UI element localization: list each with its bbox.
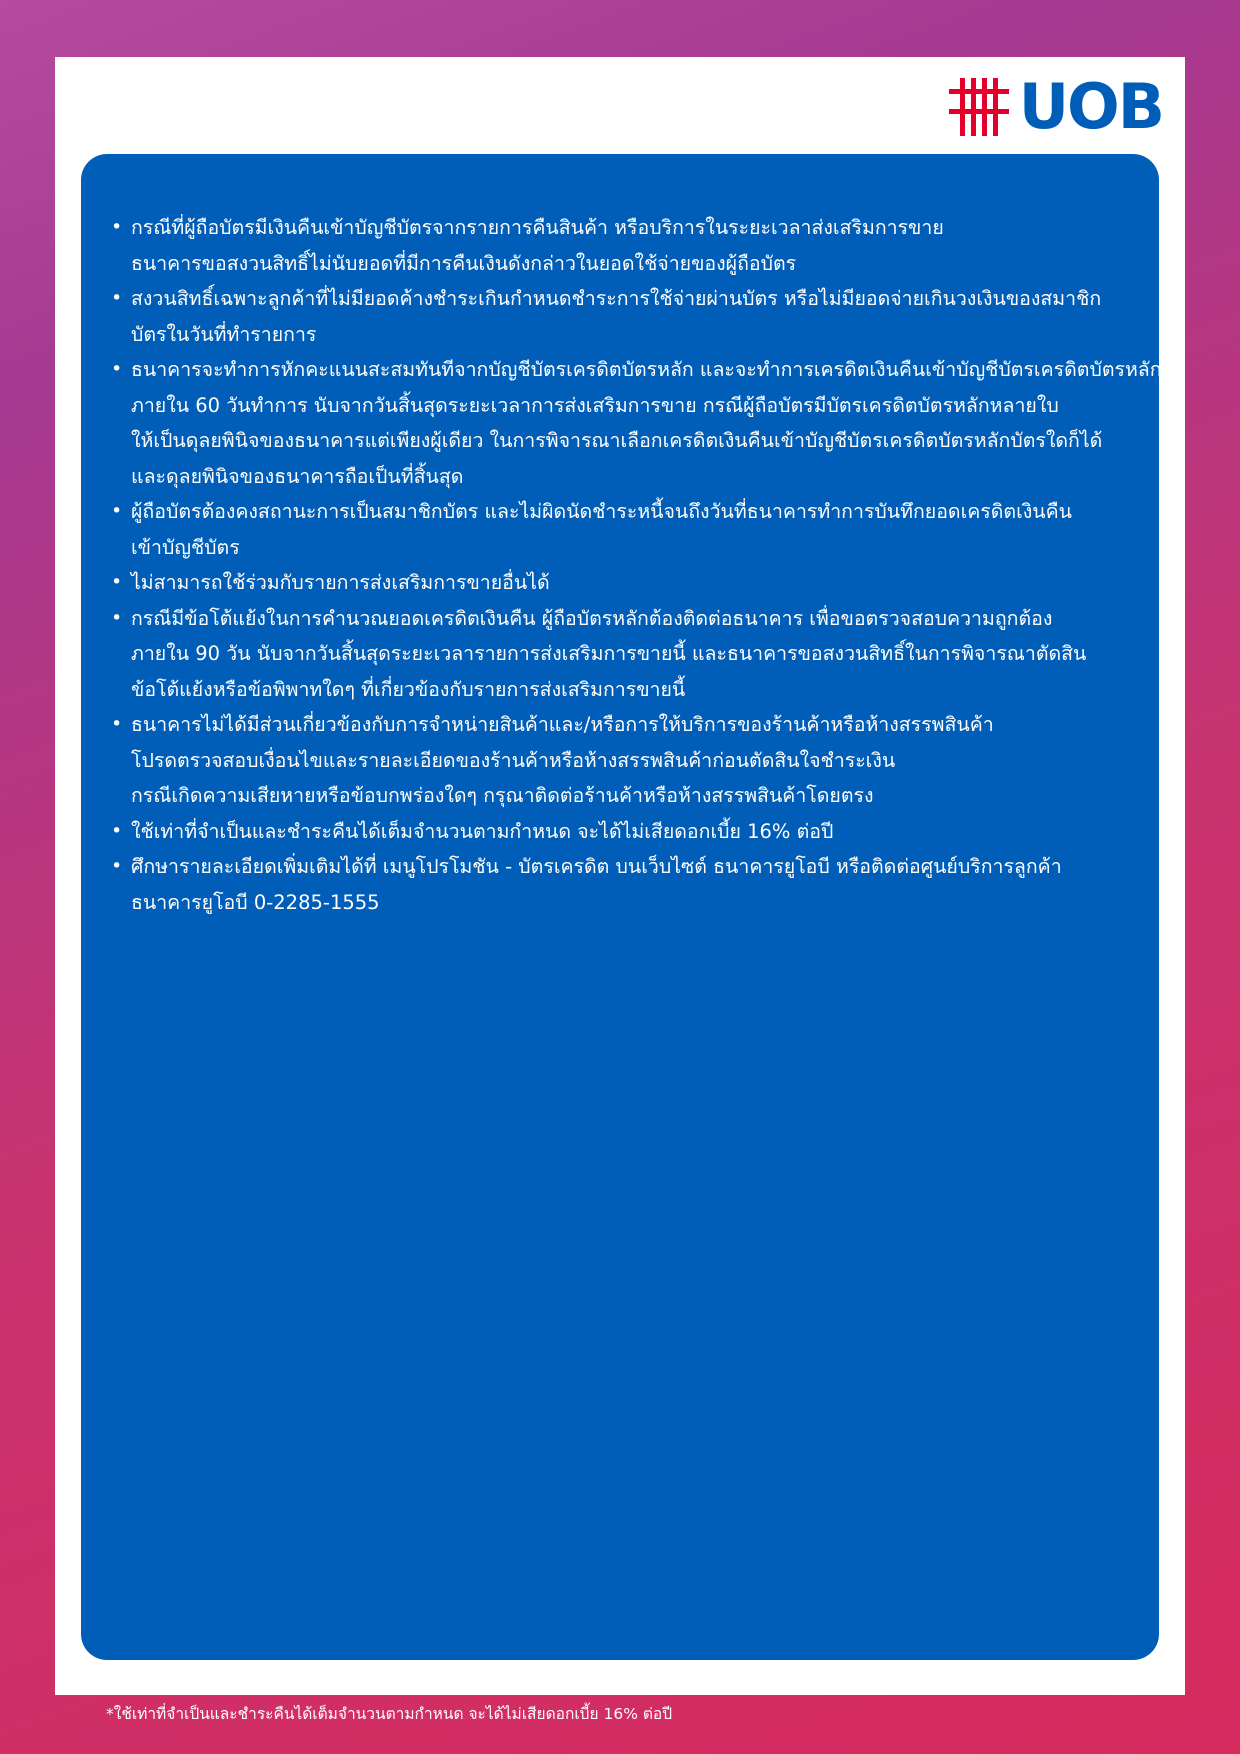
terms-panel bbox=[81, 154, 1162, 1660]
terms-line: ข้อโต้แย้งหรือข้อพิพาทใดๆ ที่เกี่ยวข้องกับรายการส่งเสริมการขายนี้ bbox=[131, 677, 686, 701]
page-frame bbox=[55, 57, 1185, 1695]
terms-line: ภายใน 90 วัน นับจากวันสิ้นสุดระยะเวลารายการส่งเสริมการขายนี้ และธนาคารขอสงวนสิทธิ์ในการพิจารณาตัดสิน bbox=[131, 642, 1087, 665]
bullet-icon: • bbox=[111, 819, 123, 842]
terms-line: กรณีมีข้อโต้แย้งในการคำนวณยอดเครดิตเงินคืน ผู้ถือบัตรหลักต้องติดต่อธนาคาร เพื่อขอตรวจสอบความถูกต้อง bbox=[131, 606, 1053, 630]
terms-item bbox=[111, 210, 1145, 281]
footnote: *ใช้เท่าที่จำเป็นและชำระคืนได้เต็มจำนวนตามกำหนด จะได้ไม่เสียดอกเบี้ย 16% ต่อปี bbox=[106, 1705, 673, 1723]
terms-item bbox=[111, 707, 1145, 814]
terms-line: บัตรในวันที่ทำรายการ bbox=[131, 322, 317, 346]
bullet-icon: • bbox=[111, 216, 123, 238]
terms-item bbox=[111, 849, 1145, 920]
uob-logo bbox=[949, 70, 1163, 143]
terms-line: ธนาคารยูโอบี 0-2285-1555 bbox=[131, 890, 380, 914]
terms-item bbox=[111, 494, 1145, 565]
terms-line: ธนาคารจะทำการหักคะแนนสะสมทันทีจากบัญชีบัตรเครดิตบัตรหลัก และจะทำการเครดิตเงินคืนเข้าบัญชีบัตรเครดิตบัตรหลัก bbox=[131, 358, 1162, 381]
terms-line: กรณีเกิดความเสียหายหรือข้อบกพร่องใดๆ กรุณาติดต่อร้านค้าหรือห้างสรรพสินค้าโดยตรง bbox=[131, 784, 874, 807]
terms-line: ผู้ถือบัตรต้องคงสถานะการเป็นสมาชิกบัตร และไม่ผิดนัดชำระหนี้จนถึงวันที่ธนาคารทำการบันทึกยอดเครดิตเงินคืน bbox=[131, 500, 1072, 523]
terms-line: ธนาคารขอสงวนสิทธิ์ไม่นับยอดที่มีการคืนเงินดังกล่าวในยอดใช้จ่ายของผู้ถือบัตร bbox=[131, 251, 797, 275]
bullet-icon: • bbox=[111, 606, 123, 629]
terms-line: เข้าบัญชีบัตร bbox=[131, 535, 240, 559]
bullet-icon: • bbox=[111, 855, 123, 877]
terms-item bbox=[111, 352, 1162, 494]
terms-line: สงวนสิทธิ์เฉพาะลูกค้าที่ไม่มียอดค้างชำระเกินกำหนดชำระการใช้จ่ายผ่านบัตร หรือไม่มียอดจ่ายเกินวงเงินของสมาชิก bbox=[131, 287, 1102, 310]
terms-list bbox=[81, 154, 1162, 920]
bullet-icon: • bbox=[111, 571, 123, 593]
logo-text: UOB bbox=[1018, 70, 1163, 143]
terms-item bbox=[111, 281, 1145, 352]
terms-line: ภายใน 60 วันทำการ นับจากวันสิ้นสุดระยะเวลาการส่งเสริมการขาย กรณีผู้ถือบัตรมีบัตรเครดิตบัตรหลักหลายใบ bbox=[131, 393, 1059, 417]
terms-line: ไม่สามารถใช้ร่วมกับรายการส่งเสริมการขายอื่นได้ bbox=[131, 571, 550, 594]
terms-line: ศึกษารายละเอียดเพิ่มเติมได้ที่ เมนูโปรโมชัน - บัตรเครดิต บนเว็บไซต์ ธนาคารยูโอบี หรือติดต่อศูนย์บริการลูกค้า bbox=[131, 855, 1062, 878]
uob-logo-mark-icon bbox=[949, 76, 1009, 138]
terms-line: ให้เป็นดุลยพินิจของธนาคารแต่เพียงผู้เดียว ในการพิจารณาเลือกเครดิตเงินคืนเข้าบัญชีบัตรเครดิตบัตรหลักบัตรใดก็ได้ bbox=[131, 429, 1103, 452]
bullet-icon: • bbox=[111, 713, 123, 735]
bullet-icon: • bbox=[111, 287, 123, 309]
terms-item bbox=[111, 814, 1145, 850]
terms-item bbox=[111, 565, 1145, 601]
terms-line: ธนาคารไม่ได้มีส่วนเกี่ยวข้องกับการจำหน่ายสินค้าและ/หรือการให้บริการของร้านค้าหรือห้างสรรพสินค้า bbox=[131, 713, 994, 736]
terms-line: และดุลยพินิจของธนาคารถือเป็นที่สิ้นสุด bbox=[131, 464, 464, 488]
terms-line: โปรดตรวจสอบเงื่อนไขและรายละเอียดของร้านค้าหรือห้างสรรพสินค้าก่อนตัดสินใจชำระเงิน bbox=[131, 748, 896, 772]
terms-item bbox=[111, 601, 1145, 708]
bullet-icon: • bbox=[111, 500, 123, 522]
terms-line: กรณีที่ผู้ถือบัตรมีเงินคืนเข้าบัญชีบัตรจากรายการคืนสินค้า หรือบริการในระยะเวลาส่งเสริมการขาย bbox=[131, 216, 944, 239]
terms-line: ใช้เท่าที่จำเป็นและชำระคืนได้เต็มจำนวนตามกำหนด จะได้ไม่เสียดอกเบี้ย 16% ต่อปี bbox=[131, 819, 834, 843]
bullet-icon: • bbox=[111, 358, 123, 380]
